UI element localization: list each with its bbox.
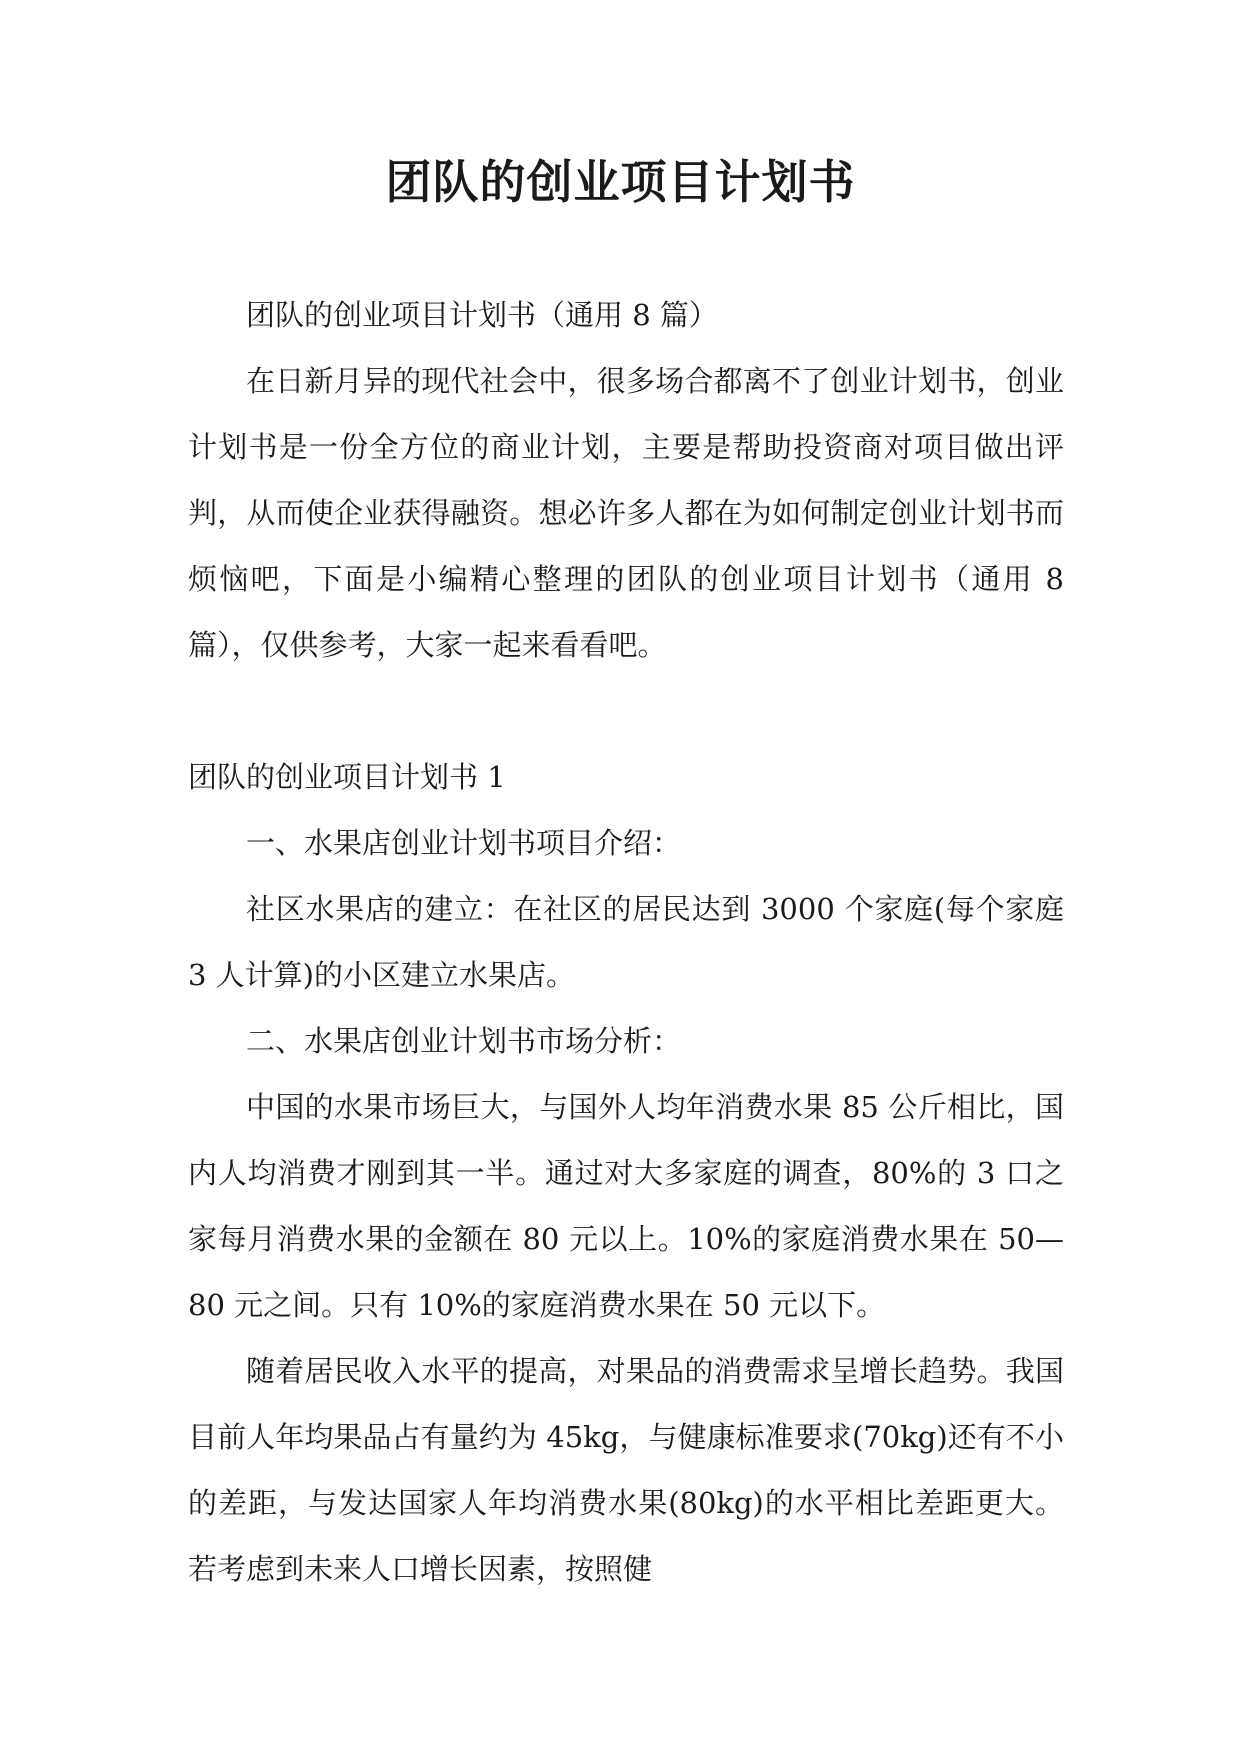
- intro-paragraph: 在日新月异的现代社会中，很多场合都离不了创业计划书，创业计划书是一份全方位的商业计划，主要是帮助投资商对项目做出评判，从而使企业获得融资。想必许多人都在为如何制定创业计划书而烦恼吧，下面是小编精心整理的团队的创业项目计划书（通用 8 篇），仅供参考，大家一起来看看吧。: [188, 364, 1064, 662]
- item1-heading: 一、水果店创业计划书项目介绍：: [246, 826, 682, 860]
- section-heading: 团队的创业项目计划书 1: [188, 760, 506, 794]
- item2-paragraph-2: 随着居民收入水平的提高，对果品的消费需求呈增长趋势。我国目前人年均果品占有量约为 45kg，与健康标准要求(70kg)还有不小的差距，与发达国家人年均消费水果(80kg)的水平相比差距更大。若考虑到未来人口增长因素，按照健: [188, 1354, 1064, 1586]
- item1-paragraph: 社区水果店的建立：在社区的居民达到 3000 个家庭(每个家庭 3 人计算)的小区建立水果店。: [188, 892, 1064, 992]
- paragraph-gap: [188, 678, 1064, 744]
- item2-paragraph: 中国的水果市场巨大，与国外人均年消费水果 85 公斤相比，国内人均消费才刚到其一半。通过对大多家庭的调查，80%的 3 口之家每月消费水果的金额在 80 元以上。10%的家庭消费水果在 50—80 元之间。只有 10%的家庭消费水果在 50 元以下。: [188, 1090, 1064, 1322]
- document-body: [188, 282, 1064, 1602]
- subtitle-paragraph: 团队的创业项目计划书（通用 8 篇）: [246, 298, 718, 332]
- item2-heading: 二、水果店创业计划书市场分析：: [246, 1024, 682, 1058]
- document-title: 团队的创业项目计划书: [385, 155, 856, 209]
